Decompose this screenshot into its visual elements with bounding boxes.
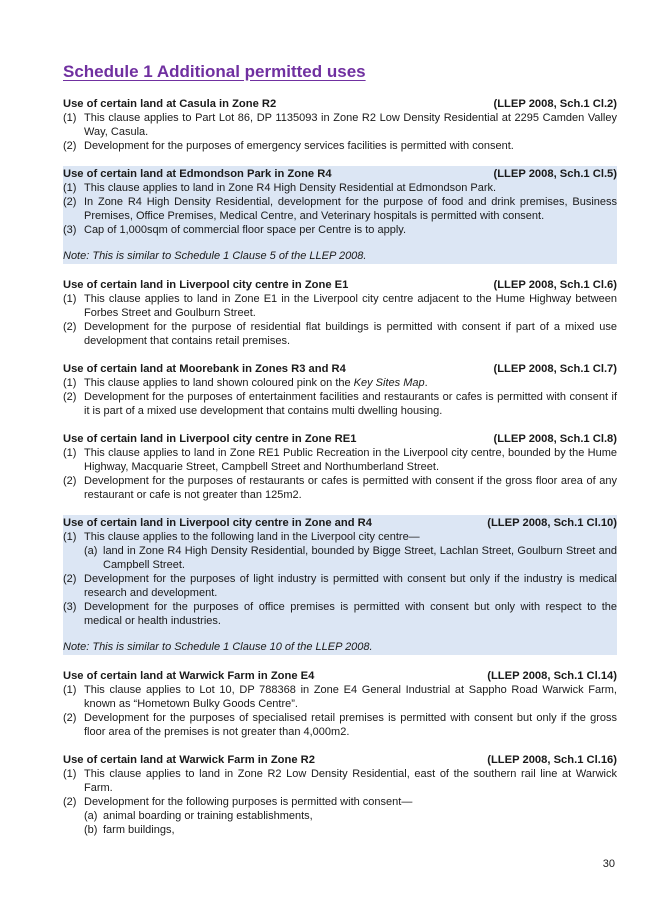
clause-subitem (63, 544, 617, 572)
item-text: Development for the purposes of restaurants or cafes is permitted with consent if the gross floor area of any restaurant or cafe is not greater than 125m2. (84, 475, 617, 501)
clause-casula (63, 96, 617, 153)
clause-item (63, 600, 617, 628)
item-number: (1) (63, 182, 77, 194)
clause-title: Use of certain land at Moorebank in Zones R3 and R4 (63, 363, 346, 375)
clause-item (63, 292, 617, 320)
clause-item (63, 711, 617, 739)
clause-item (63, 195, 617, 223)
item-text: Development for the purpose of residential flat buildings is permitted with consent if part of a mixed use development that contains retail premises. (84, 321, 617, 347)
clause-item (63, 139, 617, 153)
page-title: Schedule 1 Additional permitted uses (63, 62, 366, 81)
clause-heading (63, 432, 617, 446)
item-text: This clause applies to land in Zone R4 High Density Residential at Edmondson Park. (84, 182, 497, 194)
item-text: This clause applies to Lot 10, DP 788368 in Zone E4 General Industrial at Sappho Road Warwick Farm, known as “Hometown Bulky Goods Centre”. (84, 684, 617, 710)
item-text: This clause applies to Part Lot 86, DP 1135093 in Zone R2 Low Density Residential at 2295 Camden Valley Way, Casula. (84, 112, 617, 138)
subitem-letter: (b) (84, 824, 98, 836)
item-number: (1) (63, 377, 77, 389)
clause-item (63, 446, 617, 474)
clause-reference: (LLEP 2008, Sch.1 Cl.10) (487, 517, 617, 529)
clause-title: Use of certain land at Edmondson Park in Zone R4 (63, 168, 332, 180)
clause-reference: (LLEP 2008, Sch.1 Cl.8) (493, 433, 617, 445)
item-number: (1) (63, 293, 77, 305)
item-text: This clause applies to land in Zone R2 Low Density Residential, east of the southern rail line at Warwick Farm. (84, 768, 617, 794)
item-number: (2) (63, 475, 77, 487)
clause-title: Use of certain land in Liverpool city centre in Zone and R4 (63, 517, 372, 529)
clause-reference: (LLEP 2008, Sch.1 Cl.14) (487, 670, 617, 682)
clause-note: Note: This is similar to Schedule 1 Clause 5 of the LLEP 2008. (63, 250, 367, 262)
clause-item (63, 530, 617, 544)
clause-reference: (LLEP 2008, Sch.1 Cl.16) (487, 754, 617, 766)
key-sites-map-reference: Key Sites Map (353, 377, 425, 389)
clause-heading (63, 167, 617, 181)
item-text: Cap of 1,000sqm of commercial floor space per Centre is to apply. (84, 224, 407, 236)
clause-heading (63, 753, 617, 767)
clause-title: Use of certain land at Warwick Farm in Zone R2 (63, 754, 315, 766)
item-text: This clause applies to the following land in the Liverpool city centre— (84, 531, 420, 543)
item-number: (2) (63, 712, 77, 724)
item-text: In Zone R4 High Density Residential, development for the purpose of food and drink premises, Business Premises, Office Premises, Medical Centre, and Veterinary hospitals is permitted with consent. (84, 196, 617, 222)
item-number: (2) (63, 573, 77, 585)
clause-item (63, 572, 617, 600)
item-number: (2) (63, 321, 77, 333)
item-number: (1) (63, 531, 77, 543)
clause-subitem (63, 809, 617, 823)
clause-reference: (LLEP 2008, Sch.1 Cl.6) (493, 279, 617, 291)
clause-heading (63, 669, 617, 683)
item-text (84, 376, 617, 390)
clause-warwick-farm-e4 (63, 668, 617, 739)
clause-heading (63, 362, 617, 376)
clause-item (63, 320, 617, 348)
clause-item (63, 390, 617, 418)
clause-edmondson-park (63, 166, 617, 264)
clause-liverpool-r4 (63, 515, 617, 655)
item-text-part: This clause applies to land shown coloured pink on the (84, 377, 354, 389)
clauses-container (63, 96, 617, 850)
item-number: (2) (63, 391, 77, 403)
subitem-letter: (a) (84, 545, 98, 557)
item-text-part: . (424, 377, 428, 389)
subitem-text: land in Zone R4 High Density Residential, bounded by Bigge Street, Lachlan Street, Goulburn Street and Campbell Street. (103, 545, 617, 571)
item-text: Development for the purposes of entertainment facilities and restaurants or cafes is permitted with consent if it is part of a mixed use development that contains multi dwelling housing. (84, 391, 617, 417)
clause-item (63, 111, 617, 139)
clause-reference: (LLEP 2008, Sch.1 Cl.2) (493, 98, 617, 110)
clause-item (63, 474, 617, 502)
clause-title: Use of certain land in Liverpool city centre in Zone E1 (63, 279, 349, 291)
item-text: Development for the following purposes is permitted with consent— (84, 796, 413, 808)
clause-item (63, 376, 617, 390)
clause-liverpool-e1 (63, 277, 617, 348)
item-text: Development for the purposes of emergency services facilities is permitted with consent. (84, 140, 514, 152)
clause-title: Use of certain land in Liverpool city centre in Zone RE1 (63, 433, 357, 445)
clause-item (63, 683, 617, 711)
clause-item (63, 223, 617, 237)
clause-note: Note: This is similar to Schedule 1 Clause 10 of the LLEP 2008. (63, 641, 373, 653)
page-number: 30 (602, 858, 615, 870)
clause-item (63, 181, 617, 195)
clause-warwick-farm-r2 (63, 752, 617, 837)
item-text: Development for the purposes of light industry is permitted with consent but only if the industry is medical research and development. (84, 573, 617, 599)
item-number: (3) (63, 224, 77, 236)
item-text: Development for the purposes of specialised retail premises is permitted with consent but only if the gross floor area of the premises is not greater than 4,000m2. (84, 712, 617, 738)
item-text: Development for the purposes of office premises is permitted with consent but only with respect to the medical or health industries. (84, 601, 617, 627)
item-number: (3) (63, 601, 77, 613)
clause-item (63, 795, 617, 809)
item-number: (1) (63, 447, 77, 459)
item-text: This clause applies to land in Zone RE1 Public Recreation in the Liverpool city centre, bounded by the Hume Highway, Macquarie Street, Campbell Street and Northumberland Street. (84, 447, 617, 473)
clause-item (63, 767, 617, 795)
item-number: (1) (63, 684, 77, 696)
clause-moorebank (63, 361, 617, 418)
item-number: (2) (63, 796, 77, 808)
clause-title: Use of certain land at Warwick Farm in Zone E4 (63, 670, 315, 682)
subitem-letter: (a) (84, 810, 98, 822)
item-number: (2) (63, 196, 77, 208)
clause-heading (63, 97, 617, 111)
subitem-text: farm buildings, (103, 824, 175, 836)
clause-title: Use of certain land at Casula in Zone R2 (63, 98, 277, 110)
item-number: (2) (63, 140, 77, 152)
clause-reference: (LLEP 2008, Sch.1 Cl.5) (493, 168, 617, 180)
subitem-text: animal boarding or training establishments, (103, 810, 313, 822)
item-number: (1) (63, 112, 77, 124)
clause-liverpool-re1 (63, 431, 617, 502)
clause-subitem (63, 823, 617, 837)
item-text: This clause applies to land in Zone E1 in the Liverpool city centre adjacent to the Hume Highway between Forbes Street and Goulburn Street. (84, 293, 617, 319)
clause-reference: (LLEP 2008, Sch.1 Cl.7) (493, 363, 617, 375)
item-number: (1) (63, 768, 77, 780)
clause-heading (63, 278, 617, 292)
clause-heading (63, 516, 617, 530)
